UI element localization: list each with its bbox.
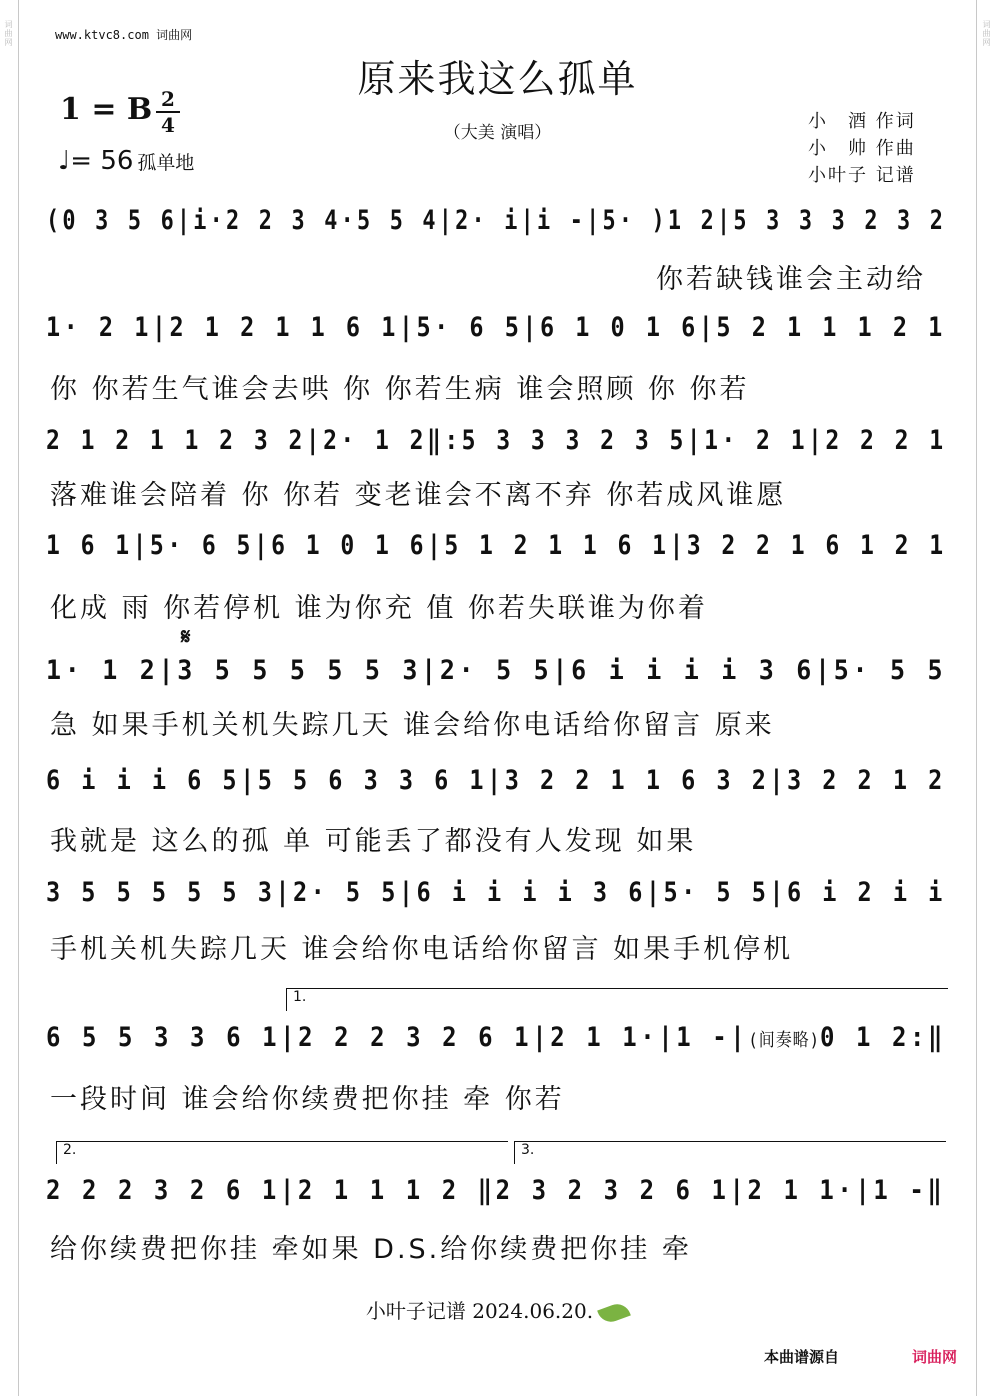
lyrics: 手机关机失踪几天 谁会给你电话给你留言 如果手机停机 bbox=[50, 934, 794, 965]
song-title: 原来我这么孤单 bbox=[357, 57, 638, 101]
key-signature: 1 = B bbox=[60, 92, 153, 127]
notation: (0 3 5 6|i·2 2 3 4·5 5 4|2· i|i -|5· )1 2|5 3 3 3 2 3 2 bbox=[46, 205, 947, 236]
credits bbox=[808, 108, 916, 189]
notation: 2 1 2 1 1 2 3 2|2· 1 2‖:5 3 3 3 2 3 5|1· 2 1|2 2 2 1 bbox=[46, 425, 947, 456]
singer: （大美 演唱） bbox=[443, 123, 552, 143]
notation: 2 2 2 3 2 6 1|2 1 1 1 2 ‖2 3 2 3 2 6 1|2 1 1·|1 -‖ bbox=[46, 1175, 946, 1206]
lyrics: 急 如果手机关机失踪几天 谁会给你电话给你留言 原来 bbox=[50, 710, 775, 741]
notation: 3 5 5 5 5 5 3|2· 5 5|6 i i i i 3 6|5· 5 5|6 i 2 i i bbox=[46, 877, 946, 908]
meter-top: 2 bbox=[161, 87, 175, 111]
notes-tail: 0 1 2:‖ bbox=[820, 1022, 947, 1053]
lyrics: 你若缺钱谁会主动给 bbox=[656, 264, 926, 295]
segno-sign: 𝄋 bbox=[181, 625, 191, 650]
watermark-left: 词曲网 bbox=[4, 20, 13, 47]
source-label: 本曲谱源自 bbox=[764, 1348, 840, 1366]
footer-text: 小叶子记谱 2024.06.20. bbox=[365, 1299, 594, 1323]
lyricist: 小 酒 作词 bbox=[808, 111, 916, 132]
second-ending-bracket bbox=[56, 1141, 508, 1164]
notation: 1 6 1|5· 6 5|6 1 0 1 6|5 1 2 1 1 6 1|3 2 2 1 6 1 2 1 bbox=[46, 530, 947, 561]
tempo-mood: 孤单地 bbox=[137, 152, 195, 174]
time-signature bbox=[156, 88, 180, 136]
notes-main: 6 5 5 3 3 6 1|2 2 2 3 2 6 1|2 1 1·|1 -| bbox=[46, 1022, 749, 1053]
volta-label: 2. bbox=[63, 1142, 77, 1158]
right-margin-rule bbox=[976, 0, 995, 1396]
site-header: www.ktvc8.com 词曲网 bbox=[55, 28, 193, 42]
tempo-value: = 56 bbox=[70, 146, 134, 176]
first-ending-bracket bbox=[286, 988, 948, 1011]
volta-label: 1. bbox=[293, 989, 307, 1005]
volta-label: 3. bbox=[521, 1142, 535, 1158]
lyrics: 化成 雨 你若停机 谁为你充 值 你若失联谁为你着 bbox=[50, 593, 708, 624]
composer: 小 帅 作曲 bbox=[808, 138, 916, 159]
notation: 1· 2 1|2 1 2 1 1 6 1|5· 6 5|6 1 0 1 6|5 2 1 1 1 2 1 bbox=[46, 312, 946, 343]
notation: 6 i i i 6 5|5 5 6 3 3 6 1|3 2 2 1 1 6 3 2|3 2 2 1 2 bbox=[46, 765, 946, 796]
lyrics: 你 你若生气谁会去哄 你 你若生病 谁会照顾 你 你若 bbox=[50, 374, 750, 405]
transcriber: 小叶子 记谱 bbox=[808, 165, 916, 186]
quarter-note-icon: ♩ bbox=[58, 146, 71, 176]
tempo-marking bbox=[58, 146, 194, 176]
transcription-footer bbox=[0, 1295, 995, 1324]
lyrics: 给你续费把你挂 牵如果 D.S.给你续费把你挂 牵 bbox=[50, 1234, 692, 1265]
notation bbox=[46, 1022, 946, 1064]
left-margin-rule bbox=[0, 0, 19, 1396]
third-ending-bracket bbox=[514, 1141, 946, 1164]
notation: 1· 1 2|3 5 5 5 5 5 3|2· 5 5|6 i i i i 3 6|5· 5 5 bbox=[46, 655, 947, 686]
meter-bottom: 4 bbox=[161, 113, 175, 137]
lyrics: 一段时间 谁会给你续费把你挂 牵 你若 bbox=[50, 1084, 565, 1115]
source-site-link[interactable]: 词曲网 bbox=[912, 1348, 958, 1366]
lyrics: 我就是 这么的孤 单 可能丢了都没有人发现 如果 bbox=[50, 826, 697, 857]
leaf-icon bbox=[597, 1300, 631, 1325]
interlude-label: (间奏略) bbox=[748, 1030, 821, 1051]
watermark-right: 词曲网 bbox=[982, 20, 991, 47]
lyrics: 落难谁会陪着 你 你若 变老谁会不离不弃 你若成风谁愿 bbox=[50, 480, 787, 511]
